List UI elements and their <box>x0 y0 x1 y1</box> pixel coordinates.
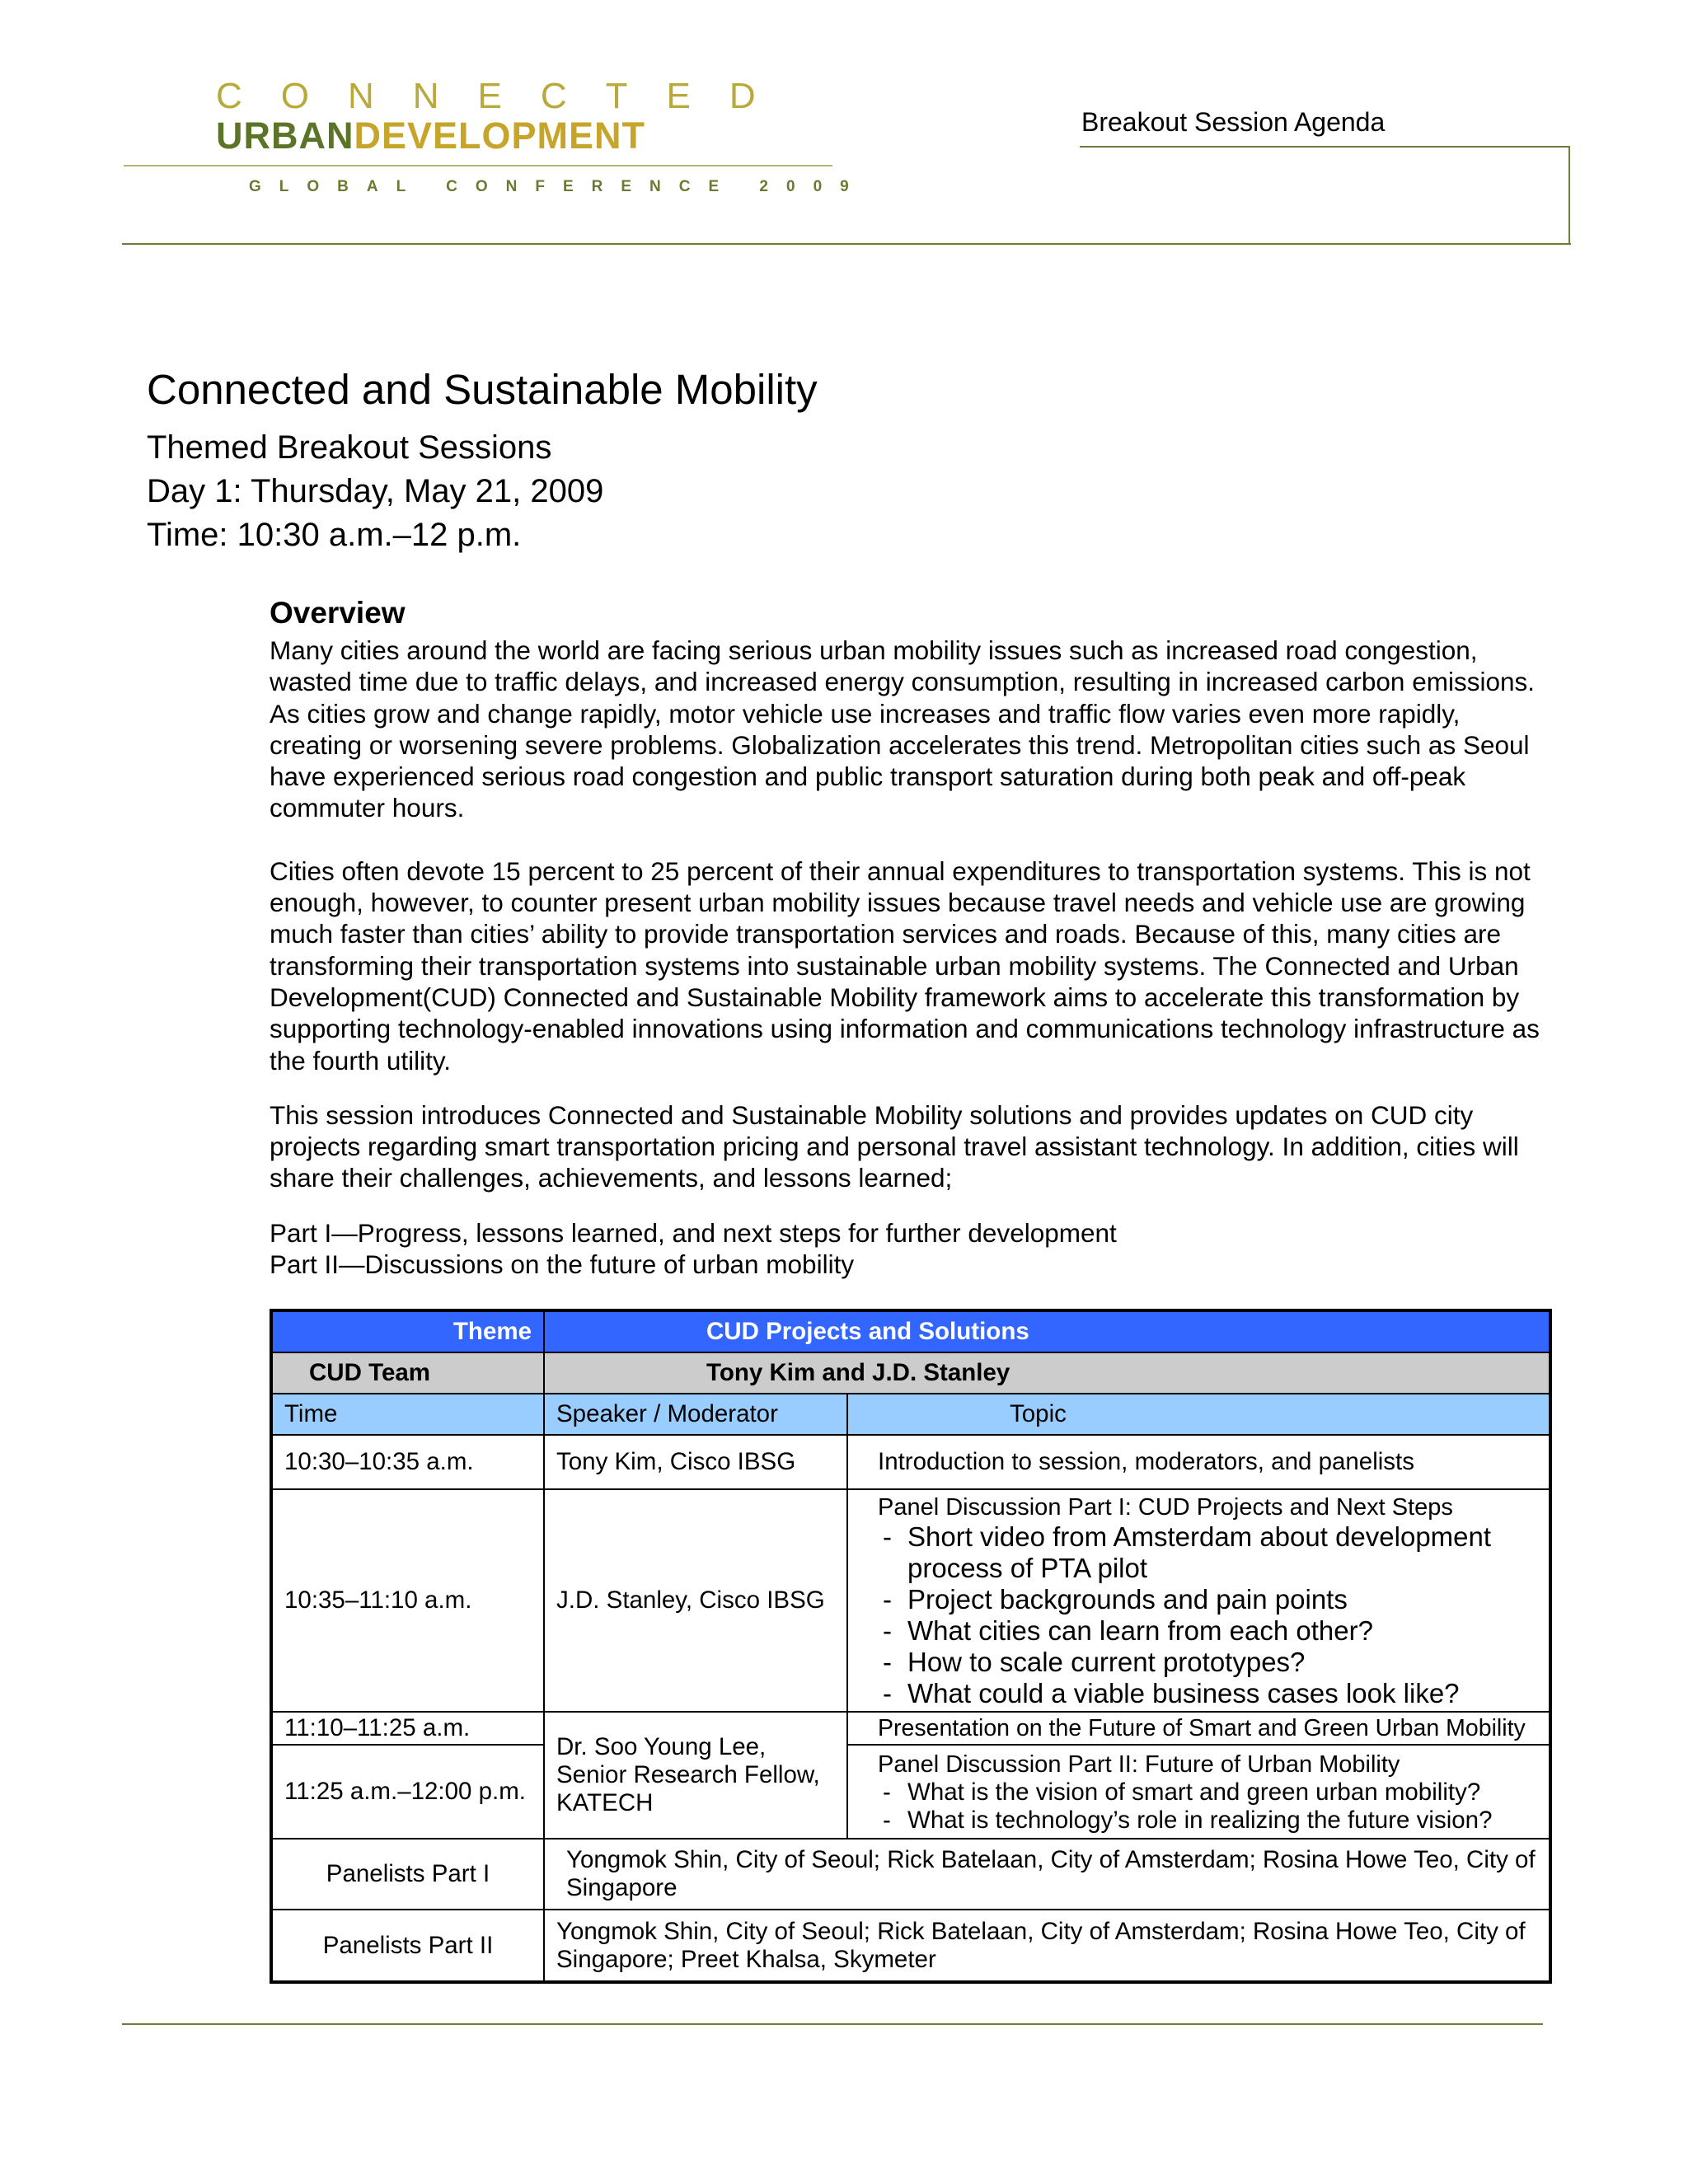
column-header-topic: Topic <box>847 1394 1550 1435</box>
session-part-1: Part I—Progress, lessons learned, and next steps for further development <box>270 1217 1117 1248</box>
table-row <box>271 1712 1550 1745</box>
row4-topic-list <box>878 1779 1537 1835</box>
table-row <box>271 1435 1550 1489</box>
overview-heading: Overview <box>270 596 406 630</box>
overview-paragraph-3: This session introduces Connected and Sustainable Mobility solutions and provides updates on CUD city projects regarding smart transportation pricing and personal travel assistant technology. In addition, cities will share their challenges, achievements, and lessons learned; <box>270 1099 1519 1193</box>
row4-topic-heading: Panel Discussion Part II: Future of Urban Mobility <box>878 1751 1400 1778</box>
logo-top-text: CONNECTED <box>216 76 795 116</box>
row3-speaker: Dr. Soo Young Lee, Senior Research Fellow, KATECH <box>544 1712 847 1839</box>
row3-topic: Presentation on the Future of Smart and Green Urban Mobility <box>847 1712 1550 1745</box>
list-item: - Short video from Amsterdam about development process of PTA pilot <box>878 1521 1537 1584</box>
agenda-frame <box>1080 146 1570 245</box>
table-header-row <box>271 1394 1550 1435</box>
row4-time: 11:25 a.m.–12:00 p.m. <box>271 1745 544 1839</box>
header-divider <box>122 243 1571 245</box>
list-item: - What is the vision of smart and green urban mobility? <box>878 1779 1537 1807</box>
list-item: - What is technology’s role in realizing the future vision? <box>878 1807 1537 1835</box>
overview-section <box>270 595 1555 1280</box>
overview-paragraph-1: Many cities around the world are facing serious urban mobility issues such as increased road congestion, wasted time due to traffic delays, and increased energy consumption, resulting in increased carbon emissions. As cities grow and change rapidly, motor vehicle use increases and traffic flow varies even more rapidly, creating or worsening severe problems. Globalization accelerates this trend. Metropolitan cities such as Seoul have experienced serious road congestion and public transport saturation during both peak and off-peak commuter hours. <box>270 635 1535 823</box>
page-title: Connected and Sustainable Mobility <box>147 366 818 413</box>
logo-subtitle: GLOBAL CONFERENCE 2009 <box>249 178 867 195</box>
table-row-team <box>271 1352 1550 1394</box>
overview-paragraph-2: Cities often devote 15 percent to 25 percent of their annual expenditures to transportation systems. This is not enough, however, to counter present urban mobility issues because travel needs and vehicle use are growing much faster than cities’ ability to provide transportation services and roads. Because of this, many cities are transforming their transportation systems into sustainable urban mobility systems. The Connected and Urban Development(CUD) Connected and Sustainable Mobility framework aims to accelerate this transformation by supporting technology-enabled innovations using information and communications technology infrastructure as the fourth utility. <box>270 855 1540 1076</box>
row4-topic <box>847 1745 1550 1839</box>
list-item: - What could a viable business cases look like? <box>878 1678 1537 1709</box>
list-item: - What cities can learn from each other? <box>878 1615 1537 1647</box>
row2-topic <box>847 1489 1550 1712</box>
session-time: Time: 10:30 a.m.–12 p.m. <box>147 517 522 553</box>
table-row <box>271 1489 1550 1712</box>
row3-time: 11:10–11:25 a.m. <box>271 1712 544 1745</box>
row2-topic-heading: Panel Discussion Part I: CUD Projects and Next Steps <box>878 1494 1453 1521</box>
table-row <box>271 1745 1550 1839</box>
logo-urban-text: URBAN <box>216 115 354 157</box>
table-row-panelists-1 <box>271 1839 1550 1910</box>
row2-topic-list <box>878 1521 1537 1709</box>
column-header-time: Time <box>271 1394 544 1435</box>
conference-logo <box>216 78 842 156</box>
row1-speaker: Tony Kim, Cisco IBSG <box>544 1435 847 1489</box>
agenda-label: Breakout Session Agenda <box>1081 107 1386 137</box>
session-part-2: Part II—Discussions on the future of urban mobility <box>270 1249 855 1280</box>
session-day: Day 1: Thursday, May 21, 2009 <box>147 473 604 509</box>
team-value: Tony Kim and J.D. Stanley <box>544 1352 1550 1394</box>
panelists-1-label: Panelists Part I <box>271 1839 544 1910</box>
logo-development-text: DEVELOPMENT <box>354 115 646 157</box>
session-type: Themed Breakout Sessions <box>147 429 552 466</box>
table-row-theme <box>271 1310 1550 1352</box>
session-parts <box>270 1217 1555 1281</box>
theme-label: Theme <box>271 1310 544 1352</box>
team-label: CUD Team <box>271 1352 544 1394</box>
footer-divider <box>122 2023 1543 2025</box>
theme-value: CUD Projects and Solutions <box>544 1310 1550 1352</box>
agenda-table <box>270 1309 1552 1984</box>
logo-main-text <box>216 116 842 156</box>
table-row-panelists-2 <box>271 1910 1550 1982</box>
row2-time: 10:35–11:10 a.m. <box>271 1489 544 1712</box>
list-item: - Project backgrounds and pain points <box>878 1584 1537 1615</box>
logo-divider <box>124 165 832 166</box>
column-header-speaker: Speaker / Moderator <box>544 1394 847 1435</box>
panelists-1-value: Yongmok Shin, City of Seoul; Rick Batelaan, City of Amsterdam; Rosina Howe Teo, City of Singapore <box>544 1839 1550 1910</box>
panelists-2-label: Panelists Part II <box>271 1910 544 1982</box>
row1-time: 10:30–10:35 a.m. <box>271 1435 544 1489</box>
session-info <box>147 426 603 557</box>
row1-topic: Introduction to session, moderators, and panelists <box>847 1435 1550 1489</box>
row2-speaker: J.D. Stanley, Cisco IBSG <box>544 1489 847 1712</box>
panelists-2-value: Yongmok Shin, City of Seoul; Rick Batelaan, City of Amsterdam; Rosina Howe Teo, City of Singapore; Preet Khalsa, Skymeter <box>544 1910 1550 1982</box>
list-item: - How to scale current prototypes? <box>878 1647 1537 1678</box>
